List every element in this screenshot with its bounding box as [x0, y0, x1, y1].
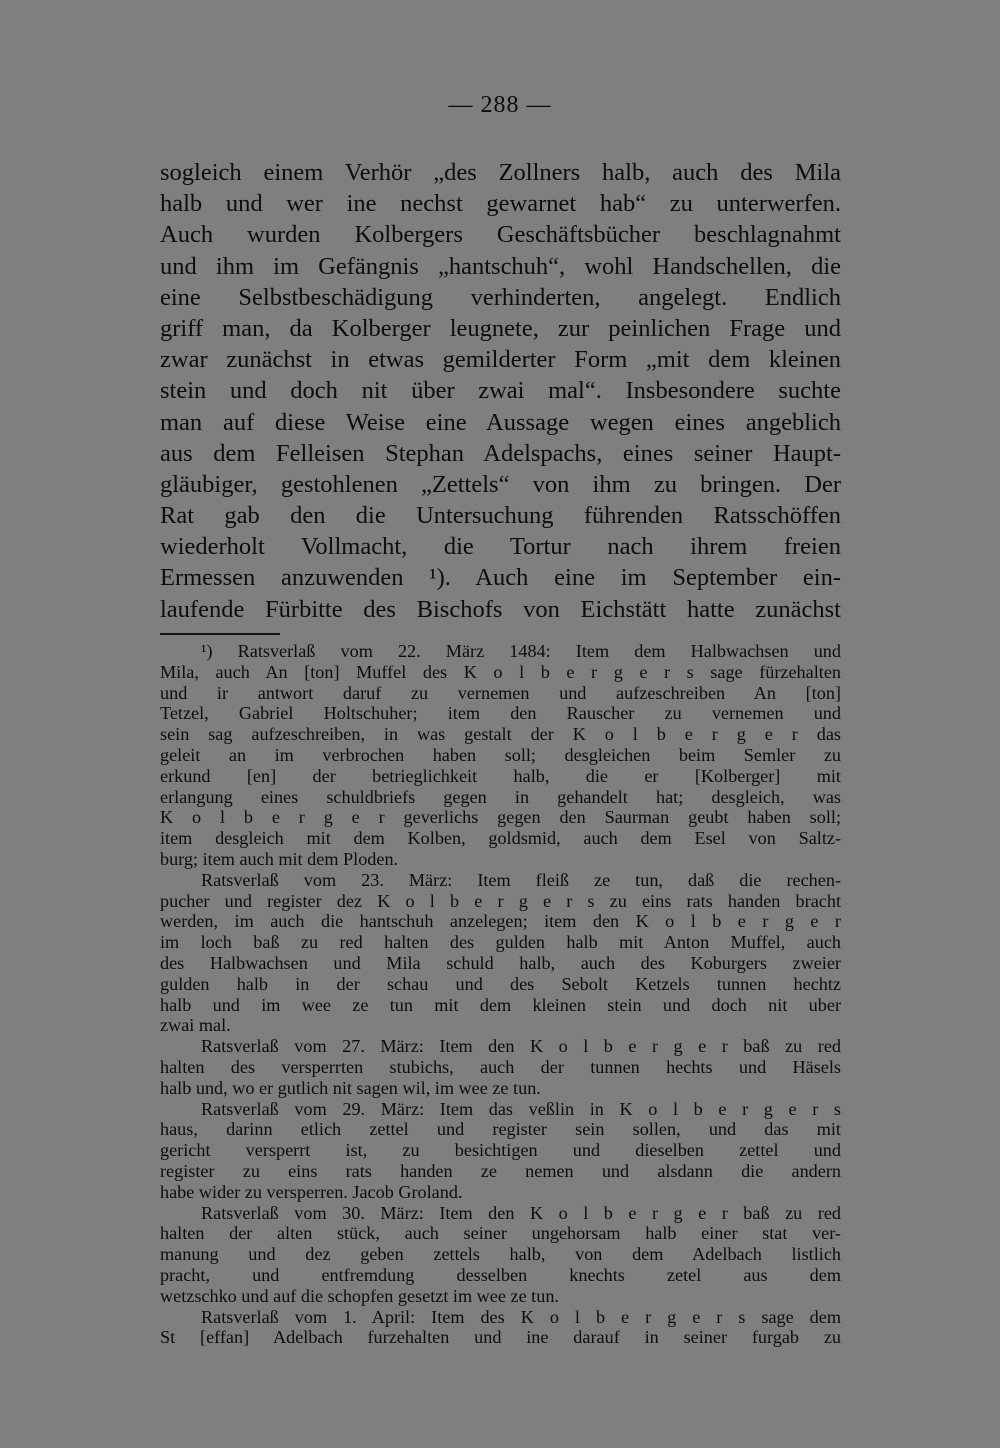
footnote-line: Ratsverlaß vom 23. März: Item fleiß ze tun, daß die rechen- [201, 869, 841, 890]
body-line: sogleich einem Verhör „des Zollners halb, auch des Mila [160, 159, 841, 186]
footnote-text: Ratsverlaß vom 22. März 1484: Item dem Halbwachsen und [237, 641, 841, 661]
footnote-marker: ¹) [201, 641, 213, 661]
body-line: man auf diese Weise eine Aussage wegen eines angeblich [160, 408, 841, 436]
body-line: Rat gab den die Untersuchung führenden Ratsschöffen [160, 502, 841, 530]
footnote-line: burg; item auch mit dem Ploden. [160, 848, 399, 869]
body-line: zwar zunächst in etwas gemilderter Form „mit dem kleinen [160, 346, 841, 374]
footnote-line: haus, darinn etlich zettel und register sein sollen, und das mit [160, 1119, 841, 1140]
footnote-line: register zu eins rats handen ze nemen und alsdann die andern [160, 1160, 841, 1181]
footnote-line: im loch baß zu red halten des gulden halb mit Anton Muffel, auch [160, 932, 841, 953]
footnote-line: manung und dez geben zettels halb, von dem Adelbach listlich [160, 1244, 841, 1265]
footnote-line: Ratsverlaß vom 30. März: Item den K o l b e r g e r baß zu red [201, 1202, 841, 1223]
body-line: laufende Fürbitte des Bischofs von Eichstätt hatte zunächst [160, 595, 841, 623]
footnote-line: geleit an im verbrochen haben soll; desgleichen beim Semler zu [160, 744, 841, 765]
footnote-line: werden, im auch die hantschuh anzelegen; item den K o l b e r g e r [160, 911, 841, 932]
body-line: griff man, da Kolberger leugnete, zur peinlichen Frage und [160, 314, 841, 342]
footnote-rule [160, 633, 280, 635]
body-line: Ermessen anzuwenden ¹). Auch eine im September ein- [160, 564, 841, 592]
footnote-line: des Halbwachsen und Mila schuld halb, auch des Koburgers zweier [160, 952, 841, 973]
footnote-line: Ratsverlaß vom 27. März: Item den K o l b e r g e r baß zu red [201, 1036, 841, 1057]
footnote-line: halten des versperrten stubichs, auch der tunnen hechts und Häsels [160, 1056, 841, 1077]
footnote-line [160, 641, 841, 662]
footnote-line: Tetzel, Gabriel Holtschuher; item den Rauscher zu vernemen und [160, 703, 841, 724]
body-line: und ihm im Gefängnis „hantschuh“, wohl Handschellen, die [160, 252, 841, 280]
footnote-line: item desgleich mit dem Kolben, goldsmid, auch dem Esel von Saltz- [160, 828, 841, 849]
body-line: wiederholt Vollmacht, die Tortur nach ihrem freien [160, 533, 841, 561]
footnote-line: St [effan] Adelbach furzehalten und ine darauf in seiner furgab zu [160, 1327, 841, 1348]
footnote-line: erlangung eines schuldbriefs gegen in gehandelt hat; desgleich, was [160, 786, 841, 807]
footnote-line: halb und, wo er gutlich nit sagen wil, im wee ze tun. [160, 1077, 541, 1098]
body-line: aus dem Felleisen Stephan Adelspachs, eines seiner Haupt- [160, 439, 841, 467]
body-line: stein und doch nit über zwai mal“. Insbesondere suchte [160, 377, 841, 405]
footnote-line: habe wider zu versperren. Jacob Groland. [160, 1181, 463, 1202]
footnote-line: erkund [en] der betrieglichkeit halb, die er [Kolberger] mit [160, 765, 841, 786]
body-line: eine Selbstbeschädigung verhinderten, angelegt. Endlich [160, 283, 841, 311]
footnote-line: pracht, und entfremdung desselben knechts zetel aus dem [160, 1264, 841, 1285]
footnote-line: K o l b e r g e r geverlichs gegen den Saurman geubt haben soll; [160, 807, 841, 828]
footnote-line: gulden halb in der schau und des Sebolt Ketzels tunnen hechtz [160, 973, 841, 994]
footnote-line: halb und im wee ze tun mit dem kleinen stein und doch nit uber [160, 994, 841, 1015]
footnote-line: halten der alten stück, auch seiner ungehorsam halb einer stat ver- [160, 1223, 841, 1244]
footnote-line: wetzschko und auf die schopfen gesetzt im wee ze tun. [160, 1285, 559, 1306]
footnote-line: zwai mal. [160, 1015, 231, 1036]
footnote-line: und ir antwort daruf zu vernemen und aufzeschreiben An [ton] [160, 682, 841, 703]
footnotes [160, 641, 841, 1348]
page-number: — 288 — [448, 92, 552, 118]
body-text [160, 157, 841, 625]
footnote-line: pucher und register dez K o l b e r g e r s zu eins rats handen bracht [160, 890, 841, 911]
footnote-line: Mila, auch An [ton] Muffel des K o l b e r g e r s sage fürzehalten [160, 661, 841, 682]
footnote-line: sein sag aufzeschreiben, in was gestalt der K o l b e r g e r das [160, 724, 841, 745]
body-line: Auch wurden Kolbergers Geschäftsbücher beschlagnahmt [160, 221, 841, 249]
body-line: gläubiger, gestohlenen „Zettels“ von ihm zu bringen. Der [160, 470, 841, 498]
body-line: halb und wer ine nechst gewarnet hab“ zu unterwerfen. [160, 190, 841, 218]
footnote-line: Ratsverlaß vom 29. März: Item das veßlin in K o l b e r g e r s [201, 1098, 841, 1119]
footnote-line: Ratsverlaß vom 1. April: Item des K o l b e r g e r s sage dem [201, 1306, 841, 1327]
footnote-line: gericht versperrt ist, zu besichtigen und dieselben zettel und [160, 1140, 841, 1161]
